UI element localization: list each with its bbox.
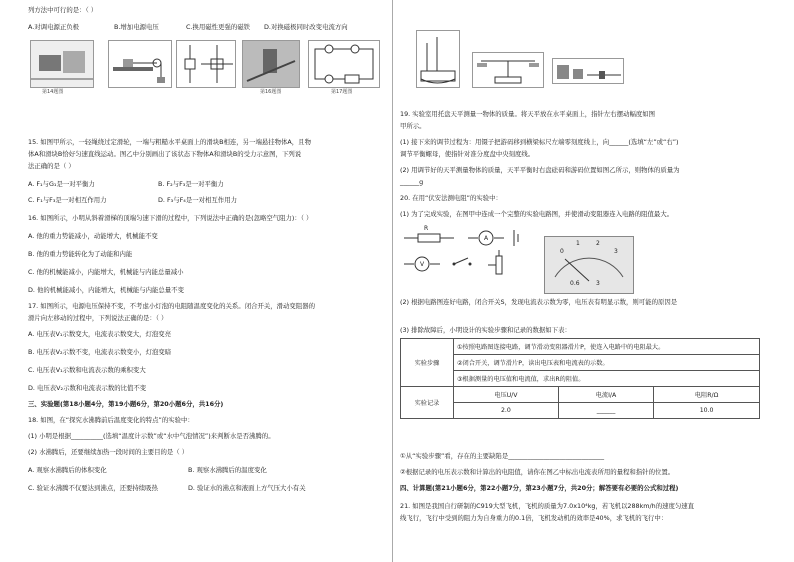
- q19-line1: 19. 实验室用托盘天平测量一物体的质量。将天平放在水平桌面上，指针左右摆动幅度如图: [400, 110, 656, 118]
- q21-line1: 21. 如图是我国自行研制的C919大型飞机，飞机的质量为7.0x10⁴kg，若飞机以288km/h的速度匀速直: [400, 502, 695, 510]
- q19-part2-line2: ______g: [400, 178, 424, 186]
- meter-scale-2: 2: [596, 240, 600, 247]
- figure-q15-force-diagram: [176, 40, 236, 88]
- meter-scale-1: 1: [576, 240, 580, 247]
- cell-current: ______: [558, 403, 653, 419]
- q18-part2: (2) 水沸腾后，还要继续加热一段时间的主要目的是（ ）: [28, 448, 189, 456]
- q14-option-d: D.对换磁极同时改变电流方向: [264, 23, 348, 31]
- meter-terminal-3: 3: [596, 280, 600, 287]
- q15-line1: 15. 如图甲所示，一轻绳绕过定滑轮，一端与粗糙水平桌面上的滑块B相连，另一端悬挂物体A，且物: [28, 138, 311, 146]
- header-current: 电流I/A: [558, 387, 653, 403]
- q18-option-c: C. 验证水沸腾不仅要达到沸点，还要持续吸热: [28, 484, 158, 492]
- figure-q16-slide: [242, 40, 300, 88]
- q14-option-b: B.增加电源电压: [114, 23, 159, 31]
- q14-stem-tail: 列方法中可行的是：（ ）: [28, 6, 98, 14]
- q15-option-c: C. F₁与F₃是一对相互作用力: [28, 196, 107, 204]
- section3-heading: 三、实验题(第18小题4分，第19小题6分，第20小题6分，共16分): [28, 400, 224, 408]
- figure-q20-components: [404, 228, 534, 284]
- q16-option-b: B. 他的重力势能转化为了动能和内能: [28, 250, 133, 258]
- q15-line3: 法正确的是（ ）: [28, 162, 75, 170]
- q17-line1: 17. 如图所示，电源电压保持不变，不考虑小灯泡的电阻随温度变化的关系。闭合开关，滑动变阻器的: [28, 302, 315, 310]
- q19-part1-line1: (1) 接下来的调节过程为：用镊子把游码移到横梁标尺左端零刻度线上，向______(选填“左”或“右”): [400, 138, 679, 146]
- step-3: ③根据测量的电压值和电流值，求出R的阻值。: [454, 371, 760, 387]
- figure-q20-meter: [544, 236, 634, 294]
- fig-caption-17: 第17题图: [331, 89, 353, 95]
- q20-part1: (1) 为了完成实验，在图甲中连成一个完整的实验电路图，并使滑动变阻器连入电路的阻值最大。: [400, 210, 674, 218]
- figure-q17-circuit: [308, 40, 380, 88]
- q21-line2: 线飞行，飞行中受到的阻力为自身重力的0.1倍，飞机发动机的效率是40%，求飞机的飞行中：: [400, 514, 668, 522]
- q20-stem: 20. 在用“伏安法测电阻”的实验中：: [400, 194, 502, 202]
- q15-option-a: A. F₁与G₁是一对平衡力: [28, 180, 95, 188]
- steps-label: 实验步骤: [401, 339, 454, 387]
- q19-line2: 甲所示。: [400, 122, 426, 130]
- q20-part3: (3) 排除故障后，小明设计的实验步骤和记录的数据如下表：: [400, 326, 571, 334]
- fig-caption-14: 第14题图: [42, 89, 64, 95]
- header-voltage: 电压U/V: [454, 387, 559, 403]
- step-1: ①按照电路图连接电路，调节滑动变阻器滑片P，使连入电路中的电阻最大。: [454, 339, 760, 355]
- figure-q14-motor: [30, 40, 94, 88]
- q18-option-a: A. 观察水沸腾后的体积变化: [28, 466, 107, 474]
- q18-option-d: D. 验证水的沸点和液面上方气压大小有关: [188, 484, 306, 492]
- q20-part2: (2) 根据电路图连好电路，闭合开关S，发现电流表示数为零，电压表有明显示数，则可能的原因是: [400, 298, 678, 306]
- experiment-table: [400, 338, 760, 419]
- q18-option-b: B. 观察水沸腾后的温度变化: [188, 466, 267, 474]
- fig-caption-16: 第16题图: [260, 89, 282, 95]
- q17-option-b: B. 电压表V₂示数不变，电流表示数变小，灯泡变暗: [28, 348, 172, 356]
- q16-option-a: A. 他的重力势能减小，动能增大，机械能不变: [28, 232, 158, 240]
- meter-scale-3: 3: [614, 248, 618, 255]
- left-column: [28, 0, 386, 562]
- q20-after2: ②根据记录的电压表示数和计算出的电阻值，请你在图乙中标出电流表所用的量程和指针的位置。: [400, 468, 675, 476]
- figure-q19-weights-rider: [552, 58, 624, 84]
- q15-line2: 体A和滑块B恰好匀速直线运动。图乙中分别画出了该状态下物体A和滑块B的受力示意图，下列说: [28, 150, 302, 158]
- meter-terminal-06: 0.6: [570, 280, 580, 287]
- meter-scale-0: 0: [560, 248, 564, 255]
- q16-option-c: C. 他的机械能减小，内能增大，机械能与内能总量减小: [28, 268, 184, 276]
- q18-part1: (1) 小明是根据__________(选填“温度计示数”或“水中气泡情况”)来判断水是否沸腾的。: [28, 432, 275, 440]
- voltmeter-label: V: [420, 261, 425, 268]
- figure-q19-balance-pointer: [416, 30, 460, 88]
- q18-stem: 18. 如图，在“探究水沸腾前后温度变化的特点”的实验中：: [28, 416, 194, 424]
- ammeter-label: A: [484, 235, 489, 242]
- q14-option-a: A.对调电源正负极: [28, 23, 80, 31]
- figure-q15-pulley-a: [108, 40, 172, 88]
- q17-option-c: C. 电压表V₁示数和电流表示数的乘积变大: [28, 366, 146, 374]
- q19-part2-line1: (2) 用调节好的天平测量物体的质量，天平平衡时右盘砝码和游码位置如图乙所示，则物体的质量为: [400, 166, 680, 174]
- cell-voltage: 2.0: [454, 403, 559, 419]
- figure-q19-balance-scale: [472, 52, 544, 88]
- q17-option-d: D. 电压表V₂示数和电流表示数的比值不变: [28, 384, 147, 392]
- q15-option-d: D. F₃与F₄是一对相互作用力: [158, 196, 237, 204]
- q19-part1-line2: 调节平衡螺母，使指针对准分度盘中央刻度线。: [400, 150, 535, 158]
- q16-stem: 16. 如图所示，小明从斜着滑梯的顶端匀速下滑的过程中，下列说法中正确的是(忽略空气阻力)：（ ）: [28, 214, 313, 222]
- q14-option-c: C.换用磁性更强的磁铁: [186, 23, 251, 31]
- q17-line2: 滑片向左移动的过程中，下列说法正确的是：（ ）: [28, 314, 168, 322]
- right-column: [400, 0, 775, 562]
- header-resistance: 电阻R/Ω: [654, 387, 760, 403]
- q15-option-b: B. F₂与F₃是一对平衡力: [158, 180, 224, 188]
- q16-option-d: D. 他的机械能减小，内能增大，机械能与内能总量不变: [28, 286, 184, 294]
- cell-resistance: 10.0: [654, 403, 760, 419]
- q20-after1: ①从“实验步骤”看，存在的主要缺陷是______________________________: [400, 452, 605, 460]
- section4-heading: 四、计算题(第21小题6分，第22小题7分，第23小题7分，共20分；解答要有必要的公式和过程): [400, 484, 679, 492]
- q17-option-a: A. 电压表V₁示数变大，电流表示数变大，灯泡变亮: [28, 330, 172, 338]
- step-2: ②闭合开关，调节滑片P，读出电压表和电流表的示数。: [454, 355, 760, 371]
- record-label: 实验记录: [401, 387, 454, 419]
- column-divider: [392, 0, 393, 562]
- resistor-label: R: [424, 225, 429, 232]
